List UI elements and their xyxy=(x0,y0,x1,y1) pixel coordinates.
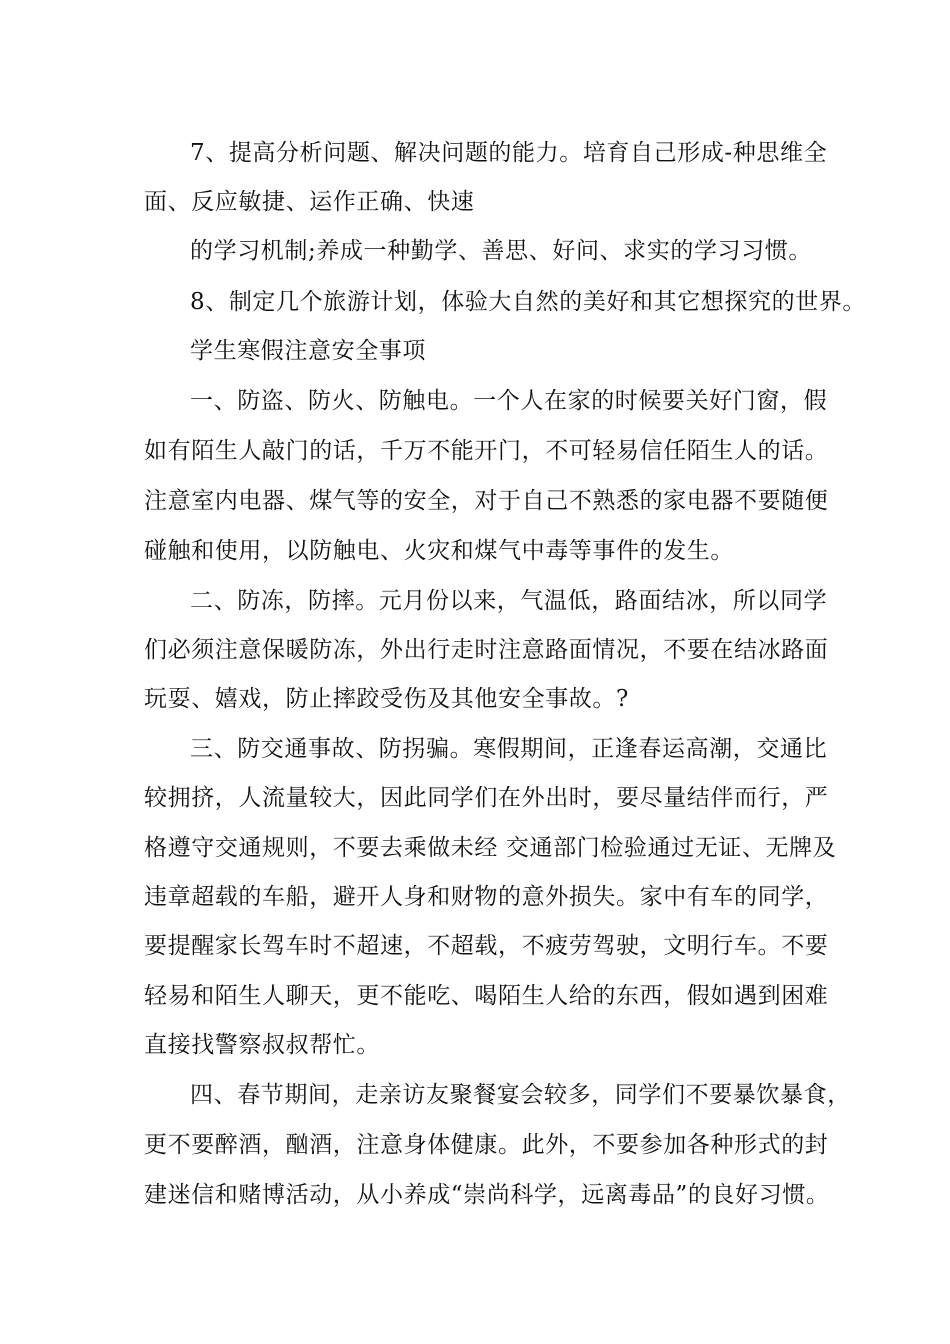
text-line: 四、春节期间，走亲访友聚餐宴会较多，同学们不要暴饮暴食， xyxy=(190,1082,851,1108)
text-line: 建迷信和赌博活动，从小养成“崇尚科学，远离毒品”的良好习惯。 xyxy=(144,1182,830,1208)
text-line: 8、制定几个旅游计划，体验大自然的美好和其它想探究的世界。 xyxy=(190,289,867,315)
text-line: 较拥挤，人流量较大，因此同学们在外出时，要尽量结伴而行，严 xyxy=(144,785,829,811)
section-heading: 学生寒假注意安全事项 xyxy=(190,338,426,364)
text-line: 格遵守交通规则，不要去乘做未经 交通部门检验通过无证、无牌及 xyxy=(144,835,837,861)
text-line: 违章超载的车船，避开人身和财物的意外损失。家中有车的同学， xyxy=(144,884,829,910)
text-line: 们必须注意保暖防冻，外出行走时注意路面情况，不要在结冰路面 xyxy=(144,637,829,663)
text-line: 如有陌生人敲门的话，千万不能开门，不可轻易信任陌生人的话。 xyxy=(144,438,829,464)
text-line: 更不要醉酒，酗酒，注意身体健康。此外，不要参加各种形式的封 xyxy=(144,1132,829,1158)
text-line: 的学习机制;养成一种勤学、善思、好问、求实的学习习惯。 xyxy=(190,238,812,264)
text-line: 三、防交通事故、防拐骗。寒假期间，正逢春运高潮，交通比 xyxy=(190,736,828,762)
text-line: 7、提高分析问题、解决问题的能力。培育自己形成-种思维全 xyxy=(190,140,828,166)
text-line: 注意室内电器、煤气等的安全，对于自己不熟悉的家电器不要随便 xyxy=(144,488,829,514)
text-line: 玩耍、嬉戏，防止摔跤受伤及其他安全事故。? xyxy=(144,686,629,712)
text-line: 碰触和使用，以防触电、火灾和煤气中毒等事件的发生。 xyxy=(144,538,734,564)
text-line: 要提醒家长驾车时不超速，不超载，不疲劳驾驶，文明行车。不要 xyxy=(144,933,829,959)
text-line: 直接找警察叔叔帮忙。 xyxy=(144,1032,380,1058)
text-line: 一、防盗、防火、防触电。一个人在家的时候要关好门窗，假 xyxy=(190,388,828,414)
text-line: 面、反应敏捷、运作正确、快速 xyxy=(144,189,475,215)
text-line: 二、防冻，防摔。元月份以来，气温低，路面结冰，所以同学 xyxy=(190,588,828,614)
text-line: 轻易和陌生人聊天，更不能吃、喝陌生人给的东西，假如遇到困难 xyxy=(144,983,829,1009)
